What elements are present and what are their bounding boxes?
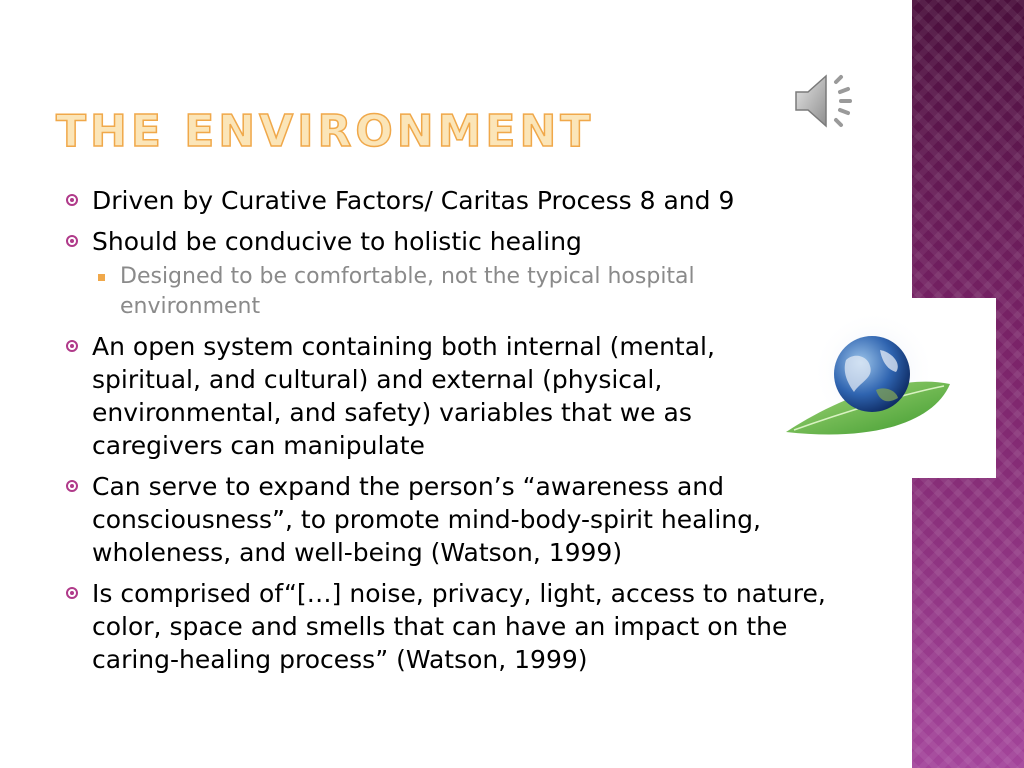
bullet-list xyxy=(60,184,850,684)
bullet-marker-icon xyxy=(66,194,78,206)
bullet-marker-icon xyxy=(66,340,78,352)
bullet-text: Driven by Curative Factors/ Caritas Process 8 and 9 xyxy=(92,186,735,215)
speaker-icon[interactable] xyxy=(792,68,862,134)
bullet-text: An open system containing both internal (mental, spiritual, and cultural) and external (physical, environmental, and safety) variables that we as caregivers can manipulate xyxy=(92,332,715,460)
slide-title: THE ENVIRONMENT xyxy=(56,106,595,157)
bullet-item xyxy=(60,184,850,217)
bullet-marker-icon xyxy=(66,235,78,247)
sub-bullet-marker-icon xyxy=(98,274,105,281)
bullet-marker-icon xyxy=(66,480,78,492)
bullet-text: Can serve to expand the person’s “awareness and consciousness”, to promote mind-body-spirit healing, wholeness, and well-being (Watson, 1999) xyxy=(92,472,761,567)
bullet-text: Should be conducive to holistic healing xyxy=(92,227,582,256)
bullet-text: Is comprised of“[…] noise, privacy, light, access to nature, color, space and smells that can have an impact on the caring-healing process” (Watson, 1999) xyxy=(92,579,826,674)
bullet-item xyxy=(60,225,850,258)
sub-bullet-text: Designed to be comfortable, not the typical hospital environment xyxy=(120,264,695,319)
bullet-marker-icon xyxy=(66,587,78,599)
sub-bullet-item xyxy=(60,262,820,322)
bullet-item xyxy=(60,470,850,569)
bullet-item xyxy=(60,330,792,462)
globe-on-leaf-image xyxy=(784,312,954,462)
bullet-item xyxy=(60,577,850,676)
